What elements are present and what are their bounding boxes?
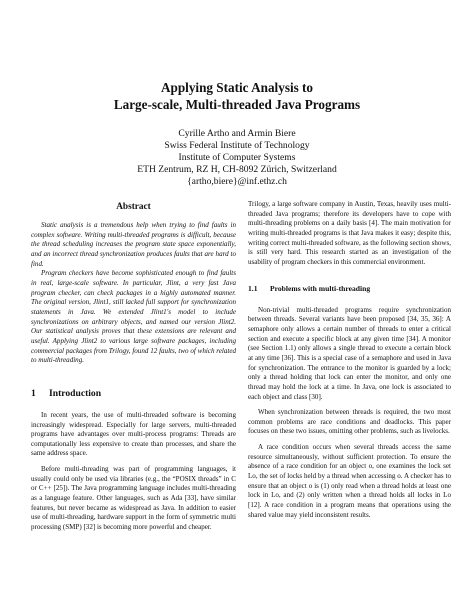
body-paragraph: When synchronization between threads is required, the two most common problems are race conditions and deadlocks. This paper focuses on these two issues, omitting other problems, such as livelocks. xyxy=(248,408,451,436)
subsection-title: Problems with multi-threading xyxy=(270,283,371,293)
abstract-paragraph: Program checkers have become sophisticated enough to find faults in real, large-scale software. In particular, Jlint, a very fast Java program checker, can check packages in a highly automated manner. The original version, Jlint1, still lacked full support for synchronization statements in Java. We extended Jlint1's model to include synchronizations on arbitrary objects, and named our version Jlint2. Our statistical analysis proves that these extensions are relevant and useful. Applying Jlint2 to various large software packages, including commercial packages from Trilogy, found 12 faults, two of which related to multi-threading. xyxy=(31,269,236,365)
body-paragraph: In recent years, the use of multi-threaded software is becoming increasingly widespread. Especially for large servers, multi-threaded programs have advantages over multi-process programs: Threads are computationally less expensive to create than processes, and share the same address space. xyxy=(31,410,236,458)
body-paragraph: Before multi-threading was part of programming languages, it usually could only be used via libraries (e.g., the “POSIX threads” in C or C++ [25]). The Java programming language includes multi-threading as a language feature. Other languages, such as Ada [33], have similar features, but never became as widespread as Java. In addition to easier use of multi-threading, hardware support in the form of symmetric multi processing (SMP) [32] is becoming more powerful and cheaper. xyxy=(31,465,236,532)
body-paragraph: Non-trivial multi-threaded programs require synchronization between threads. Several variants have been proposed [34, 35, 36]: A semaphore only allows a certain number of threads to enter a critical section and execute a specific block at any given time [34]. A monitor (see Section 1.1) only allows a single thread to execute a certain block at any time [36]. This is a special case of a semaphore and used in Java for synchronization. The entrance to the monitor is guarded by a lock; only a thread holding that lock can enter the monitor, and only one thread may hold the lock at a time. In Java, one lock is associated to each object and class [30]. xyxy=(248,305,451,401)
section-heading-introduction xyxy=(31,388,236,400)
affiliation-line-1: Swiss Federal Institute of Technology xyxy=(164,140,310,151)
section-title: Introduction xyxy=(49,387,102,399)
abstract-heading: Abstract xyxy=(116,202,151,212)
body-paragraph: Trilogy, a large software company in Austin, Texas, heavily uses multi-threaded Java programs; therefore its developers have to cope with multi-threading problems on a daily basis [4]. The main motivation for writing multi-threaded programs is that Java makes it easy; despite this, writing correct multi-threaded software, as the following section shows, is still very hard. This research started as an investigation of the usability of program checkers in this commercial environment. xyxy=(248,200,451,266)
subsection-heading-problems xyxy=(248,284,451,294)
abstract-section xyxy=(31,201,236,366)
paper-title xyxy=(0,80,474,113)
right-column xyxy=(248,200,451,520)
section-number: 1 xyxy=(31,387,36,399)
affiliation-line-2: Institute of Computer Systems xyxy=(178,152,296,163)
subsection-number: 1.1 xyxy=(248,283,258,293)
author-names: Cyrille Artho and Armin Biere xyxy=(178,128,296,139)
left-column xyxy=(31,201,236,533)
author-email: {artho,biere}@inf.ethz.ch xyxy=(187,176,287,187)
abstract-paragraph: Static analysis is a tremendous help when trying to find faults in complex software. Writing multi-threaded programs is difficult, because the thread scheduling increases the program state space exponentially, and an incorrect thread synchronization produces faults that are hard to find. xyxy=(31,221,236,268)
author-block xyxy=(0,128,474,188)
title-line-1: Applying Static Analysis to xyxy=(160,80,314,95)
body-paragraph: A race condition occurs when several threads access the same resource simultaneously, without sufficient protection. To ensure the absence of a race condition for an object o, one examines the lock set Lo, the set of locks held by a thread when accessing o. A checker has to ensure that an object o is (1) only read when a thread holds at least one lock in Lo, and (2) only written when a thread holds all locks in Lo [12]. A race condition in a program means that operations using the shared value may yield inconsistent results. xyxy=(248,443,451,519)
affiliation-line-3: ETH Zentrum, RZ H, CH-8092 Zürich, Switzerland xyxy=(137,164,337,175)
title-line-2: Large-scale, Multi-threaded Java Programs xyxy=(113,96,361,112)
